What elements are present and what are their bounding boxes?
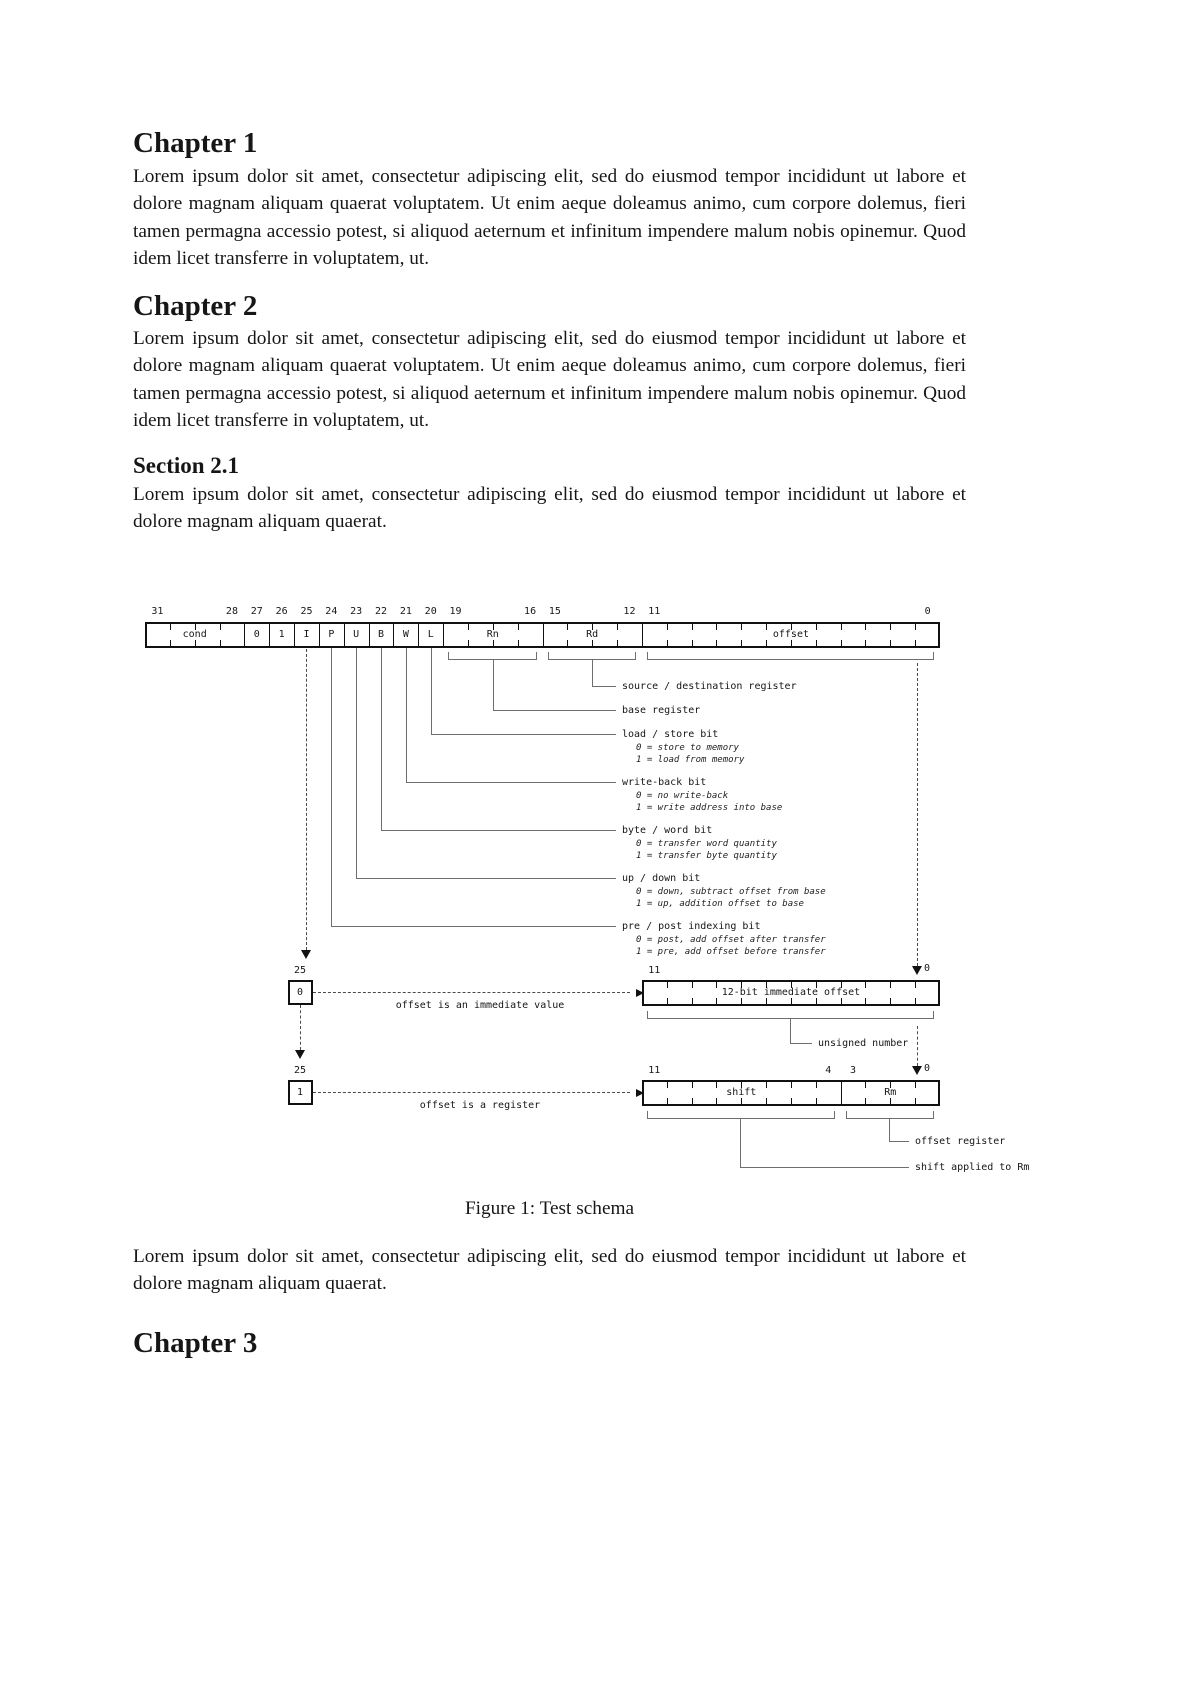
field-label-W: W (402, 629, 409, 640)
chapter-1-paragraph: Lorem ipsum dolor sit amet, consectetur adipiscing elit, sed do eiusmod tempor incididunt ut labore et dolore magnam aliquam quaerat voluptatem. Ut enim aeque doleamus animo, cum corpore dolemus, fieri tamen permagna accessio potest, si aliquod aeternum et infinitum impendere malum nobis opinemur. Quod idem licet transferre in voluptatem, ut. (133, 166, 966, 269)
brace-Rd-end (635, 652, 636, 659)
offset-type-label: offset is a register (419, 1100, 541, 1111)
field-label-0: 0 (253, 629, 260, 640)
bit-number-label: 26 (275, 606, 288, 617)
branch-brace-end (647, 1011, 648, 1018)
selector-bit-value: 0 (296, 987, 304, 998)
callout-title: pre / post indexing bit (622, 921, 761, 932)
bit25-dashed-line (300, 1005, 301, 1050)
field-label-Rn: Rn (486, 629, 499, 640)
bit0-dashed-line (917, 1026, 918, 1066)
field-label-Rd: Rd (586, 629, 599, 640)
bit25-dashed-line (306, 649, 307, 950)
after-figure-paragraph: Lorem ipsum dolor sit amet, consectetur adipiscing elit, sed do eiusmod tempor incididunt ut labore et dolore magnam aliquam quaerat. (133, 1246, 966, 1295)
down-arrow (912, 966, 922, 975)
brace-callout-label: unsigned number (818, 1038, 909, 1049)
brace-drop-line (740, 1118, 741, 1167)
callout-title: byte / word bit (622, 825, 713, 836)
callout-line (356, 878, 616, 879)
callout-title: source / destination register (622, 681, 797, 692)
callout-line (381, 648, 382, 830)
bit-number-label: 15 (548, 606, 561, 617)
chapter-1-heading: Chapter 1 (133, 127, 258, 159)
callout-line (431, 648, 432, 734)
callout-line (356, 648, 357, 878)
brace-offset-end (933, 652, 934, 659)
down-arrow (295, 1050, 305, 1059)
brace-Rn-end (536, 652, 537, 659)
field-label-I: I (303, 629, 310, 640)
section-2-1-heading: Section 2.1 (133, 453, 240, 478)
callout-line (406, 782, 616, 783)
callout-title: up / down bit (622, 873, 701, 884)
field-label-L: L (427, 629, 434, 640)
callout-line (493, 710, 616, 711)
brace-callout-line (889, 1141, 909, 1142)
bit-number-label: 11 (648, 1065, 661, 1076)
figure-caption: Figure 1: Test schema (464, 1198, 635, 1219)
bit-number-label: 25 (293, 1065, 307, 1076)
bit-number-label: 25 (293, 965, 307, 976)
brace-offset (647, 659, 934, 660)
bit-number-label: 21 (399, 606, 412, 617)
field-label: Rm (884, 1087, 897, 1098)
bit-number-label: 11 (648, 606, 661, 617)
brace-callout-line (790, 1043, 812, 1044)
callout-line (331, 648, 332, 926)
field-label-cond: cond (182, 629, 207, 640)
field-label-B: B (378, 629, 385, 640)
bit0-dashed-line (917, 663, 918, 966)
bit-number-label: 16 (524, 606, 537, 617)
callout-line (431, 734, 616, 735)
field-label-1: 1 (278, 629, 285, 640)
callout-sub: 1 = up, addition offset to base (636, 899, 804, 909)
branch-brace-end (834, 1111, 835, 1118)
callout-sub: 1 = load from memory (636, 755, 745, 765)
callout-sub: 0 = down, subtract offset from base (636, 887, 826, 897)
brace-Rn-end (448, 652, 449, 659)
bit-number-label: 31 (151, 606, 164, 617)
field-label: shift (726, 1087, 757, 1098)
bit-number-label: 4 (825, 1065, 832, 1076)
callout-sub: 1 = transfer byte quantity (636, 851, 777, 861)
callout-line (406, 648, 407, 782)
bit-number-label: 12 (623, 606, 636, 617)
bit-number-label: 23 (350, 606, 363, 617)
chapter-2-paragraph: Lorem ipsum dolor sit amet, consectetur adipiscing elit, sed do eiusmod tempor incididunt ut labore et dolore magnam aliquam quaerat voluptatem. Ut enim aeque doleamus animo, cum corpore dolemus, fieri tamen permagna accessio potest, si aliquod aeternum et infinitum impendere malum nobis opinemur. Quod idem licet transferre in voluptatem, ut. (133, 328, 966, 431)
bit-number-label: 0 (924, 1063, 931, 1074)
offset-type-label: offset is an immediate value (395, 1000, 565, 1011)
bit-number-label: 22 (374, 606, 388, 617)
bit-number-label: 27 (250, 606, 263, 617)
bit-number-label: 19 (449, 606, 462, 617)
callout-sub: 1 = pre, add offset before transfer (636, 947, 826, 957)
bit-number-label: 20 (424, 606, 437, 617)
callout-title: base register (622, 705, 701, 716)
callout-sub: 0 = no write-back (636, 791, 729, 801)
callout-line (592, 659, 593, 686)
bit-number-label: 0 (924, 963, 931, 974)
branch-brace-end (933, 1111, 934, 1118)
callout-line (493, 659, 494, 710)
brace-callout-line (740, 1167, 909, 1168)
down-arrow (301, 950, 311, 959)
callout-line (381, 830, 616, 831)
bit-number-label: 24 (325, 606, 338, 617)
section-2-1-paragraph: Lorem ipsum dolor sit amet, consectetur adipiscing elit, sed do eiusmod tempor incididunt ut labore et dolore magnam aliquam quaerat. (133, 484, 966, 533)
chapter-3-heading: Chapter 3 (133, 1327, 258, 1359)
callout-sub: 0 = transfer word quantity (636, 839, 777, 849)
offset-type-dashed-arrow (313, 992, 630, 993)
field-label-offset: offset (772, 629, 809, 640)
brace-offset-end (647, 652, 648, 659)
bit-number-label: 0 (924, 606, 931, 617)
brace-drop-line (889, 1118, 890, 1141)
field-label-U: U (353, 629, 360, 640)
callout-title: write-back bit (622, 777, 707, 788)
branch-brace-end (647, 1111, 648, 1118)
callout-title: load / store bit (622, 729, 719, 740)
brace-callout-label: offset register (915, 1136, 1006, 1147)
callout-line (331, 926, 616, 927)
field-label: 12-bit immediate offset (721, 987, 861, 998)
callout-sub: 0 = store to memory (636, 743, 739, 753)
field-label-P: P (328, 629, 335, 640)
bit-number-label: 3 (850, 1065, 857, 1076)
bit-number-label: 28 (225, 606, 238, 617)
selector-bit-value: 1 (296, 1087, 304, 1098)
callout-line (592, 686, 616, 687)
bit-number-label: 11 (648, 965, 661, 976)
branch-brace-end (933, 1011, 934, 1018)
callout-sub: 1 = write address into base (636, 803, 783, 813)
callout-sub: 0 = post, add offset after transfer (636, 935, 826, 945)
bit-number-label: 25 (300, 606, 313, 617)
branch-brace-end (846, 1111, 847, 1118)
brace-Rd-end (548, 652, 549, 659)
chapter-2-heading: Chapter 2 (133, 290, 258, 322)
brace-callout-label: shift applied to Rm (915, 1162, 1030, 1173)
brace-drop-line (790, 1018, 791, 1043)
